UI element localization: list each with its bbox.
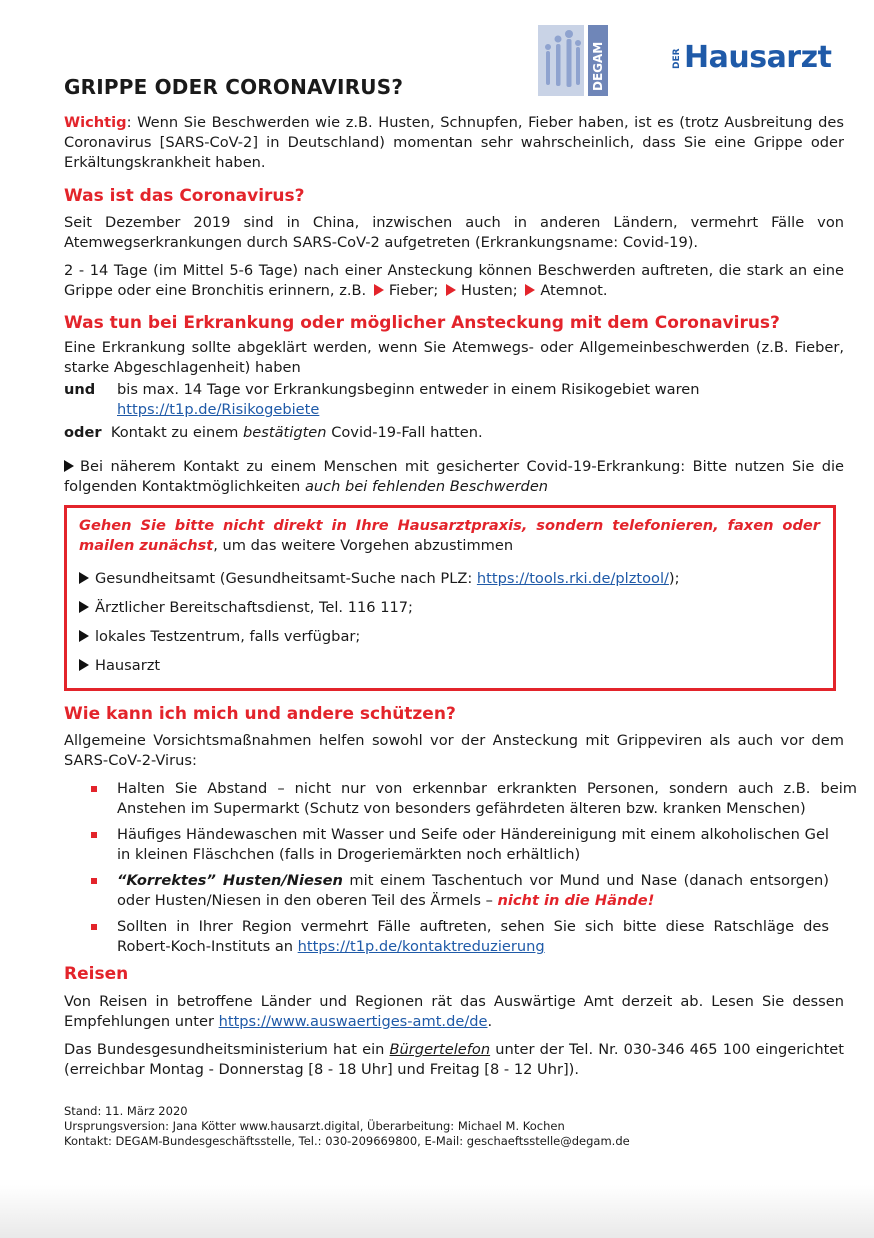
plz-tool-link[interactable]: https://tools.rki.de/plztool/ [476,570,669,587]
coronavirus-paragraph-1: Seit Dezember 2019 sind in China, inzwischen auch in anderen Ländern, vermehrt Fälle von Atemwegserkrankungen durch SARS-CoV-2 aufgetreten (Erkrankungsname: Covid-19). [64,214,844,251]
contact-item-on-call-service: Ärztlicher Bereitschaftsdienst, Tel. 116 117; [79,598,820,618]
risk-areas-link[interactable]: https://t1p.de/Risikogebiete [117,401,320,418]
triangle-bullet-icon [64,460,74,472]
document-page: DEGAM DER Hausarzt GRIPPE ODER CORONAVIRUS? Wichtig: Wenn Sie Beschwerden wie z.B. Husten, Schnupfen, Fieber haben, ist es (trotz Ausbreitung des Coronavirus [SARS-CoV-2] in Deutschland) momentan sehr wahrscheinlich, dass Sie eine Grippe oder Erkältungskrankheit haben. Was ist das Coronavirus? Seit Dezember 2019 sind in China, inzwischen auch in anderen Ländern, vermehrt Fälle von Atemwegserkrankungen durch SARS-CoV-2 aufgetreten (Erkrankungsname: Covid-19). 2 - 14 Tage (im Mittel 5-6 Tage) nach einer Ansteckung können Beschwerden auftreten, die stark an eine Grippe oder eine Bronchitis erinnern, z.B. Fieber; Husten; Atemnot. Was tun bei Erkrankung oder möglicher Ansteckung mit dem Coronavirus? Eine Erkrankung sollte abgeklärt werden, wenn Sie Atemwegs- oder Allgemeinbeschwerden (z.B. Fieber, starke Abgeschlagenheit) haben und bis max. 14 Tage vor Erkrankungsbeginn entweder in einem Risikogebiet waren https://t1p.de/Risikogebiete oder Kontakt zu einem bestätigten Covid-19-Fall hatten. Bei näherem Kontakt zu einem Menschen mit gesicherter Covid-19-Erkrankung: Bitte nutzen Sie die folgenden Kontaktmöglichkeiten auch bei fehlenden Beschwerden Gehen Sie bitte nicht direkt in Ihre Hausarztpraxis, sondern telefonieren, faxen oder mailen zunächst, um das weitere Vorgehen abzustimmen Gesundheitsamt (Gesundheitsamt-Suche nach PLZ: https://tools.rki.de/plztool/); Ärztlicher Bereitschaftsdienst, Tel. 116 117; lokales Testzentrum, falls verfügbar; Hausarzt Wie kann ich mich und andere schützen? Allgemeine Vorsichtsmaßnahmen helfen sowohl vor der Ansteckung mit Grippeviren als auch vor dem SARS-CoV-2-Virus: Halten Sie Abstand – nicht nur von erkennbar erkrankten Personen, sondern auch z.B. beim Anstehen im Supermarkt (Schutz von besonders gefährdeten älteren bzw. kranken Menschen) Häufiges Händewaschen mit Wasser und Seife oder Händereinigung mit einem alkoholischen Gel in kleinen Fläschchen (falls in Drogeriemärkten noch erhältlich) “Korrektes” Husten/Niesen mit einem Taschentuch vor Mund und Nase (danach entsorgen) oder Husten/Niesen in den oberen Teil des Ärmels – nicht in die Hände! Sollten in Ihrer Region vermehrt Fälle auftreten, sehen Sie sich bitte diese Ratschläge des Robert-Koch-Instituts an https://t1p.de/kontaktreduzierung Reisen Von Reisen in betroffene Länder und Regionen rät das Auswärtige Amt derzeit ab. Lesen Sie dessen Empfehlungen unter https://www.auswaertiges-amt.de/de. Das Bundesgesundheitsministerium hat ein Bürgertelefon unter der Tel. Nr. 030-346 465 100 eingerichtet (erreichbar Montag - Donnerstag [8 - 18 Uhr] und Freitag [8 - 12 Uhr]). Stand: 11. März 2020 Ursprungsversion: Jana Kötter www.hausarzt.digital, Überarbeitung: Michael M. Kochen Kontakt: DEGAM-Bundesgeschäftsstelle, Tel.: 030-209669800, E-Mail: geschaeftsstelle@degam.de [0,0,874,1238]
triangle-bullet-icon [79,659,89,671]
triangle-bullet-icon [79,630,89,642]
protection-item-distance: Halten Sie Abstand – nicht nur von erkennbar erkrankten Personen, sondern auch z.B. beim Anstehen im Supermarkt (Schutz von besonders gefährdeten älteren bzw. kranken Menschen) [117,780,857,817]
der-hausarzt-logo [670,36,845,70]
page-bottom-shadow [0,1185,874,1238]
contact-item-gp: Hausarzt [79,656,820,676]
heading-what-is-coronavirus: Was ist das Coronavirus? [64,186,305,206]
protection-item-handwashing: Häufiges Händewaschen mit Wasser und Seife oder Händereinigung mit einem alkoholischen Gel in kleinen Fläschchen (falls in Drogeriemärkten noch erhältlich) [117,826,829,863]
oder-row: oder Kontakt zu einem bestätigten Covid-19-Fall hatten. [64,424,483,441]
square-bullet-icon [91,878,97,884]
svg-text:Hausarzt: Hausarzt [684,40,832,70]
coronavirus-paragraph-2: 2 - 14 Tage (im Mittel 5-6 Tage) nach einer Ansteckung können Beschwerden auftreten, die stark an eine Grippe oder eine Bronchitis erinnern, z.B. Fieber; Husten; Atemnot. [64,262,844,299]
triangle-bullet-icon [79,572,89,584]
square-bullet-icon [91,786,97,792]
degam-logo [538,25,608,96]
svg-text:DEGAM: DEGAM [591,41,605,91]
warning-text: Gehen Sie bitte nicht direkt in Ihre Hausarztpraxis, sondern telefonieren, faxen oder mailen zunächst, um das weitere Vorgehen abzustimmen [79,517,820,554]
footer-contact: Kontakt: DEGAM-Bundesgeschäftsstelle, Tel.: 030-209669800, E-Mail: geschaeftsstelle@degam.de [64,1134,630,1148]
heading-travel: Reisen [64,964,129,984]
protection-intro: Allgemeine Vorsichtsmaßnahmen helfen sowohl vor der Ansteckung mit Grippeviren als auch vor dem SARS-CoV-2-Virus: [64,732,844,769]
triangle-bullet-icon [374,284,384,296]
travel-paragraph-1: Von Reisen in betroffene Länder und Regionen rät das Auswärtige Amt derzeit ab. Lesen Sie dessen Empfehlungen unter https://www.auswaertiges-amt.de/de. [64,993,844,1030]
protection-item-coughing: “Korrektes” Husten/Niesen mit einem Taschentuch vor Mund und Nase (danach entsorgen) oder Husten/Niesen in den oberen Teil des Ärmels – nicht in die Hände! [117,872,829,909]
triangle-bullet-icon [446,284,456,296]
contact-item-health-office: Gesundheitsamt (Gesundheitsamt-Suche nach PLZ: https://tools.rki.de/plztool/); [79,569,820,589]
important-label: Wichtig [64,114,127,131]
heading-protection: Wie kann ich mich und andere schützen? [64,704,456,724]
triangle-bullet-icon [79,601,89,613]
footer-authors: Ursprungsversion: Jana Kötter www.hausarzt.digital, Überarbeitung: Michael M. Kochen [64,1119,565,1133]
contact-reduction-link[interactable]: https://t1p.de/kontaktreduzierung [297,938,545,955]
protection-item-rki-advice: Sollten in Ihrer Region vermehrt Fälle auftreten, sehen Sie sich bitte diese Ratschläge des Robert-Koch-Instituts an https://t1p.de/kontaktreduzierung [117,918,829,955]
page-title: GRIPPE ODER CORONAVIRUS? [64,75,404,99]
contact-item-test-center: lokales Testzentrum, falls verfügbar; [79,627,820,647]
what-to-do-paragraph: Eine Erkrankung sollte abgeklärt werden, wenn Sie Atemwegs- oder Allgemeinbeschwerden (z.B. Fieber, starke Abgeschlagenheit) haben [64,339,844,376]
triangle-bullet-icon [525,284,535,296]
svg-text:DER: DER [672,48,682,69]
foreign-office-link[interactable]: https://www.auswaertiges-amt.de/de [218,1013,488,1030]
travel-paragraph-2: Das Bundesgesundheitsministerium hat ein Bürgertelefon unter der Tel. Nr. 030-346 465 100 eingerichtet (erreichbar Montag - Donnerstag [8 - 18 Uhr] und Freitag [8 - 12 Uhr]). [64,1041,845,1078]
square-bullet-icon [91,832,97,838]
citizen-hotline-text: Bürgertelefon [389,1041,491,1058]
footer-date: Stand: 11. März 2020 [64,1104,188,1118]
heading-what-to-do: Was tun bei Erkrankung oder möglicher Ansteckung mit dem Coronavirus? [64,313,780,333]
square-bullet-icon [91,924,97,930]
intro-paragraph: Wichtig: Wenn Sie Beschwerden wie z.B. Husten, Schnupfen, Fieber haben, ist es (trotz Ausbreitung des Coronavirus [SARS-CoV-2] in Deutschland) momentan sehr wahrscheinlich, dass Sie eine Grippe oder Erkältungskrankheit haben. [64,114,844,171]
contact-paragraph: Bei näherem Kontakt zu einem Menschen mit gesicherter Covid-19-Erkrankung: Bitte nutzen Sie die folgenden Kontaktmöglichkeiten auch bei fehlenden Beschwerden [64,458,844,495]
